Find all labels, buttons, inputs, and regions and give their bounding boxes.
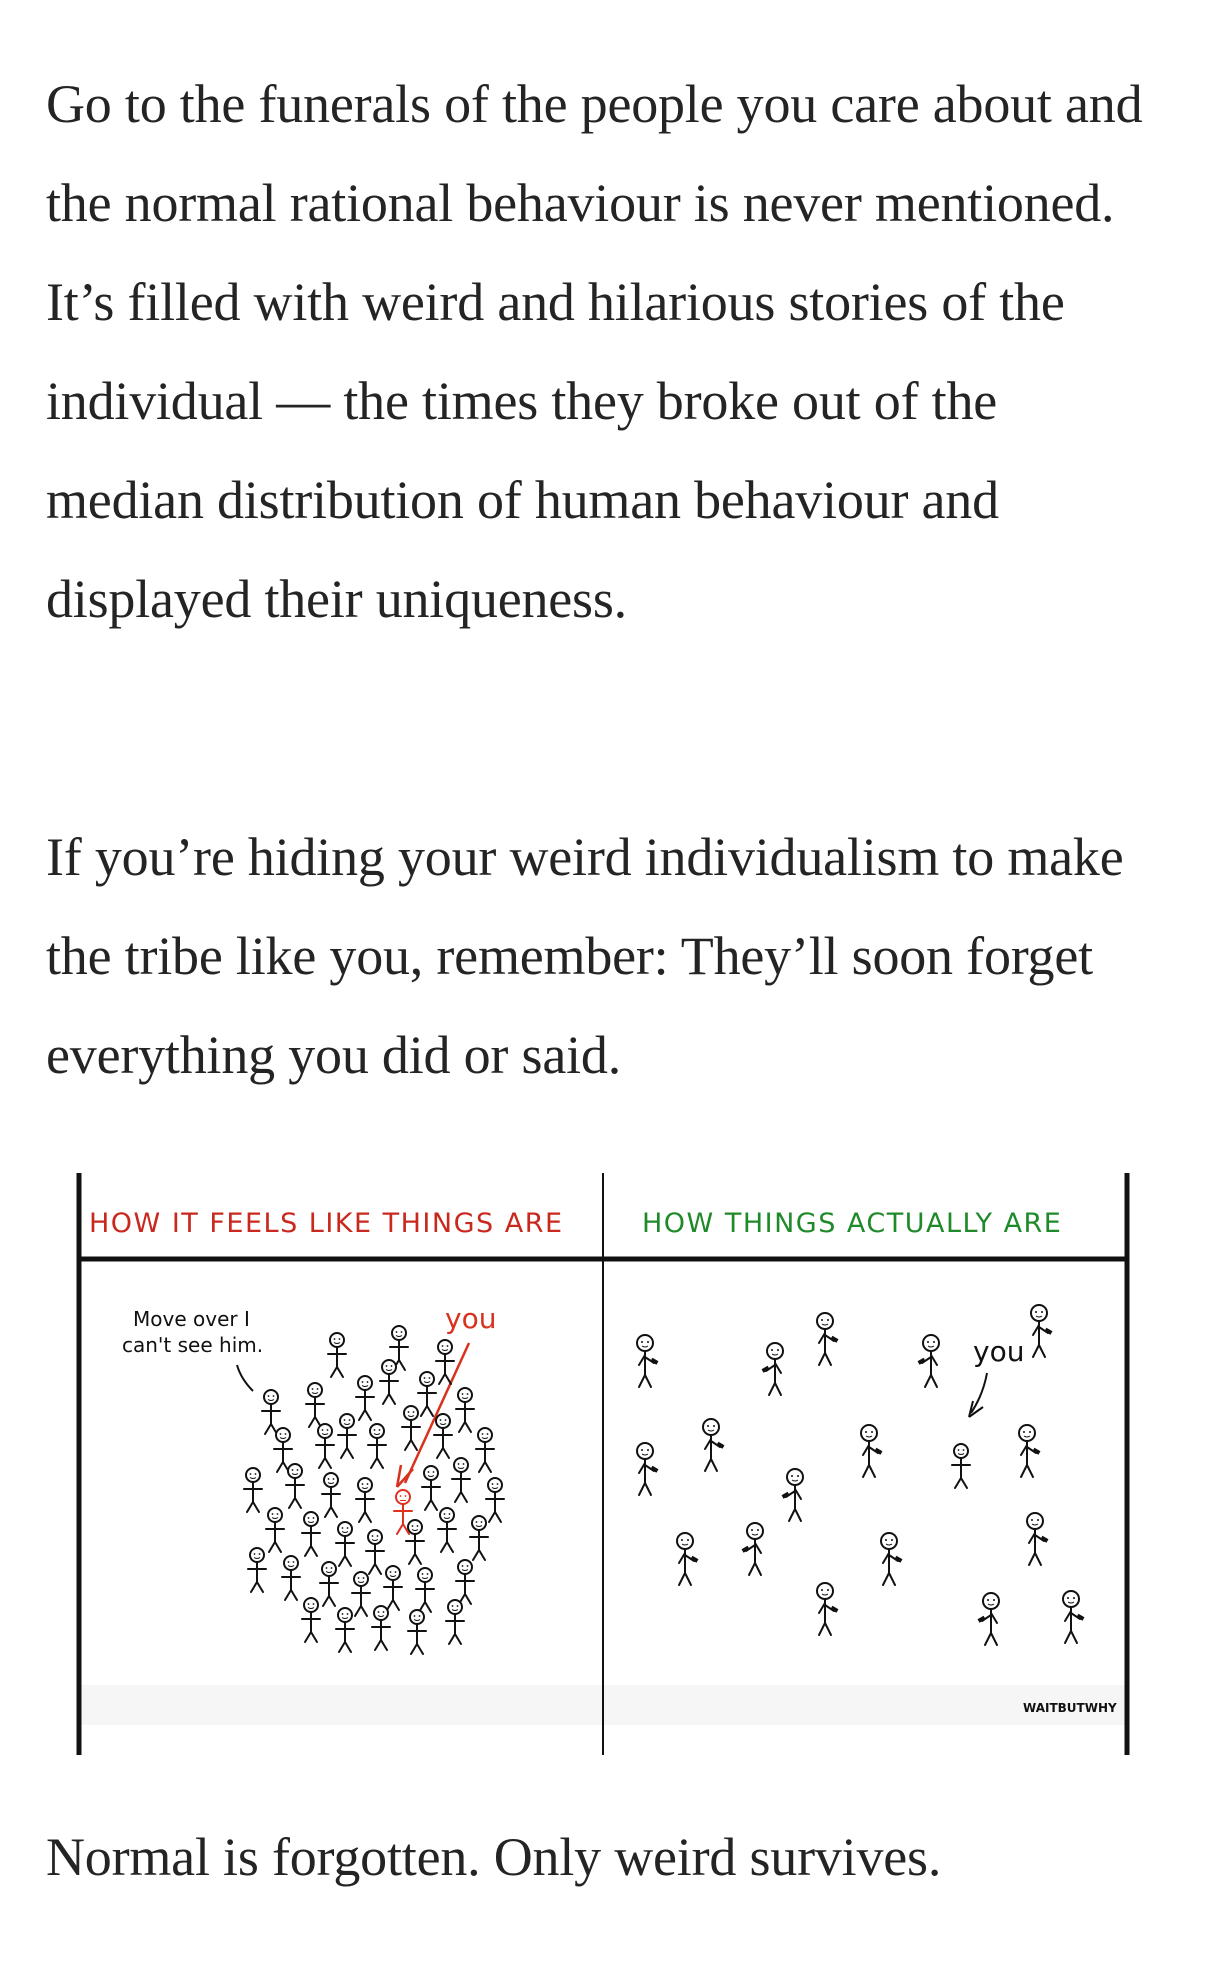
left-panel-heading: HOW IT FEELS LIKE THINGS ARE [89, 1208, 564, 1239]
paragraph-conclusion: Normal is forgotten. Only weird survives. [46, 1827, 942, 1887]
paragraph-tribe: If you’re hiding your weird individualism to make the tribe like you, remember: They’ll soon forget everything you did or said. [46, 827, 1124, 1085]
speech-line-1: Move over I [133, 1307, 250, 1331]
paragraph-funerals: Go to the funerals of the people you care about and the normal rational behaviour is never mentioned. It’s filled with weird and hilarious stories of the individual — the times they broke out of the median distribution of human behaviour and displayed their uniqueness. [46, 74, 1143, 629]
credit-watermark: WAITBUTWHY [1023, 1701, 1117, 1715]
comic-figure [75, 1165, 1131, 1755]
right-you-label: you [973, 1335, 1025, 1368]
speech-line-2: can't see him. [122, 1333, 264, 1357]
right-panel-heading: HOW THINGS ACTUALLY ARE [642, 1208, 1063, 1239]
left-you-label: you [445, 1302, 497, 1335]
